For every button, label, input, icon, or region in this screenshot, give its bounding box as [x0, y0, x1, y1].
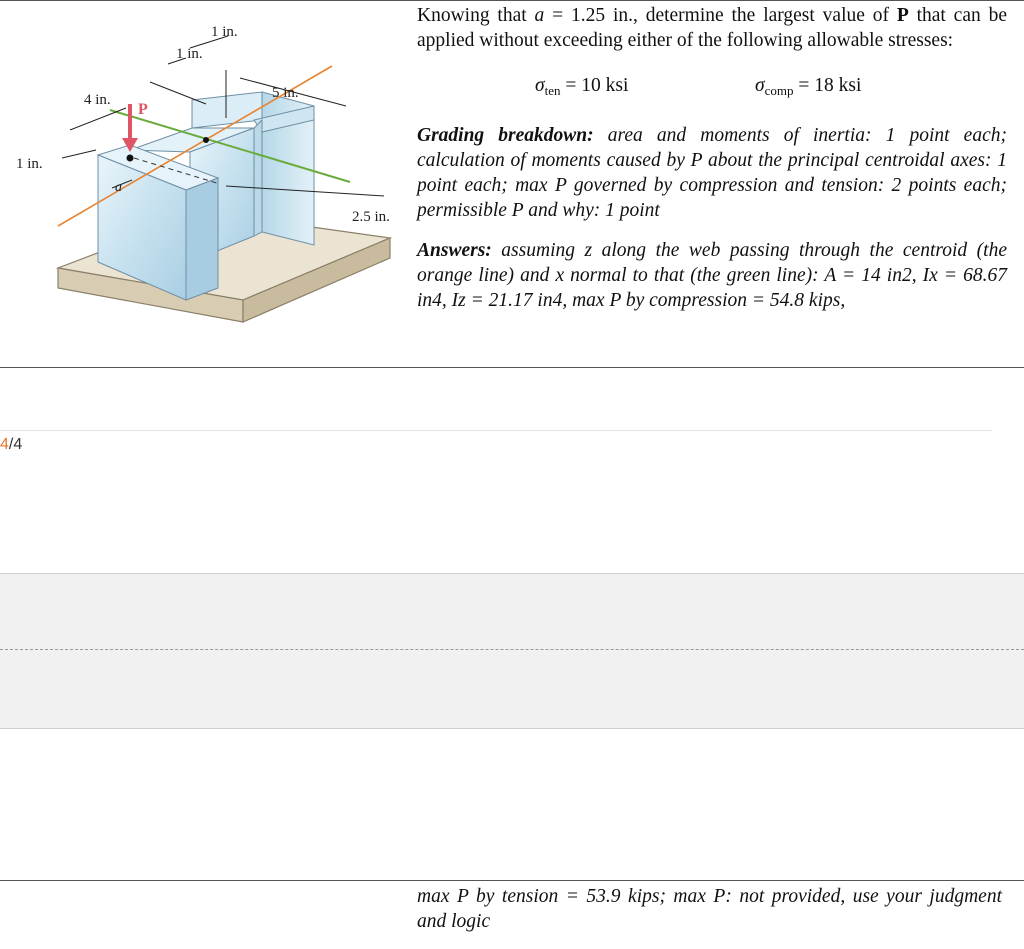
continuation-top-rule — [0, 880, 1024, 881]
page-break-dashed-line — [0, 649, 1024, 650]
intro-prefix: Knowing that — [417, 5, 535, 26]
dim-label-a: a — [115, 180, 122, 195]
dim-label-4in: 4 in. — [84, 92, 111, 108]
page-current: 4 — [0, 436, 9, 453]
stress-tension: $\sigma_{ten} = 10$ ksi — [535, 75, 629, 98]
intro-suffix: that can be applied without exceeding either of the following allowable stresses: — [417, 5, 1007, 51]
dim-label-1in-second: 1 in. — [176, 46, 203, 62]
a-symbol: a — [534, 5, 545, 26]
page-counter: 4/4 — [0, 436, 23, 453]
dim-label-5in: 5 in. — [272, 85, 299, 101]
problem-statement — [417, 3, 1007, 53]
problem-text — [417, 3, 1007, 328]
separator-rule — [0, 430, 992, 431]
page-total: 4 — [13, 436, 23, 453]
stress-compression: $\sigma_{comp} = 18$ ksi — [755, 75, 862, 98]
page-break-band — [0, 573, 1024, 729]
dim-label-2-5in: 2.5 in. — [352, 209, 390, 225]
answers-continuation: max P by tension = 53.9 kips; max P: not provided, use your judgment and logic — [417, 886, 1002, 932]
a-value: = 1.25 in., determine the largest value of — [544, 5, 897, 26]
dim-label-1in-left: 1 in. — [16, 156, 43, 172]
answers-block: Answers: assuming z along the web passing through the centroid (the orange line) and x normal to that (the green line): A = 14 in2, Ix = 68.67 in4, Iz = 21.17 in4, max P by compression = 54.8 kips, — [417, 240, 1007, 311]
P-symbol: P — [896, 5, 909, 26]
tee-column-diagram — [0, 0, 410, 368]
dim-label-P: P — [138, 101, 148, 118]
grading-breakdown: Grading breakdown: area and moments of inertia: 1 point each; calculation of moments caused by P about the principal centroidal axes: 1 point each; max P governed by compression and tension: 2 points each; permissible P and why: 1 point — [417, 125, 1007, 221]
allowable-stresses-row — [417, 71, 1007, 101]
dim-label-1in-top: 1 in. — [211, 24, 238, 40]
problem-figure — [0, 0, 410, 368]
